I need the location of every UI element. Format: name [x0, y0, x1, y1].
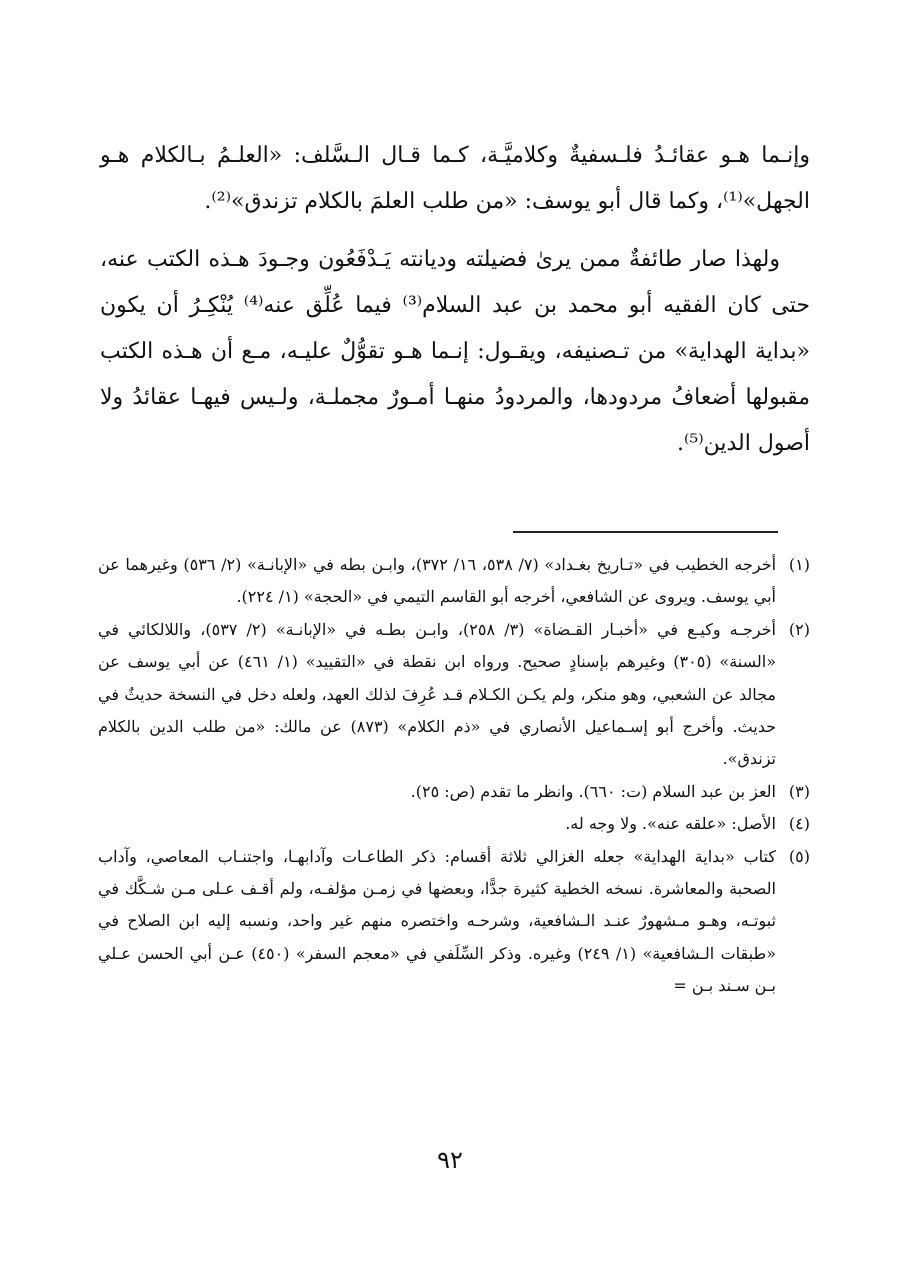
footnote-number: (١): [788, 555, 810, 574]
page-number: ٩٢: [437, 1146, 463, 1174]
footnote-2: [98, 614, 810, 776]
footnote-text: أخرجه الخطيب في «تـاريخ بغـداد» (٧/ ٥٣٨، ١٦/ ٣٧٢)، وابـن بطه في «الإبانـة» (٢/ ٥٣٦) وغيرهما عن أبي يوسف. ويروى عن الشافعي، أخرجه أبو القاسم التيمي في «الحجة» (١/ ٢٢٤).: [98, 555, 777, 607]
footnote-3: [98, 776, 810, 808]
footnote-text: كتاب «بداية الهداية» جعله الغزالي ثلاثة أقسام: ذكر الطاعـات وآدابهـا، واجتنـاب المعاصي، وآداب الصحبة والمعاشرة. نسخه الخطية كثيرة جدًّا، وبعضها في زمـن مؤلفـه، ولم أقـف عـلى مـن شـكَّك في ثبوتـه، وهـو مـشهورٌ عنـد الـشافعية، وشرحـه واختصره منهم غير واحد، ونسبه إليه ابن الصلاح في «طبقات الـشافعية» (١/ ٢٤٩) وغيره. وذكر السِّلَفي في «معجم السفر» (٤٥٠) عـن أبي الحسن عـلي بـن سـند بـن =: [98, 846, 776, 996]
footnote-number: (٤): [788, 814, 810, 834]
body-paragraph-1: وإنـما هـو عقائـدُ فلـسفيةٌ وكلاميَّـة، كـما قـال الـسَّلف: «العلـمُ بـالكلام هـو الجهل»⁽¹⁾، وكما قال أبو يوسف: «من طلب العلمَ بالكلام تزندق»⁽²⁾.: [100, 143, 810, 214]
footnote-text: أخرجـه وكيـع في «أخبـار القـضاة» (٣/ ٢٥٨)، وابـن بطـه في «الإبانـة» (٢/ ٥٣٧)، واللالكائي في «السنة» (٣٠٥) وغيرهم بإسنادٍ صحيح. ورواه ابن نقطة في «التقييد» (١/ ٤٦١) عن أبي يوسف عن مجالد عن الشعبي، وهو منكر، ولم يكـن الكـلام قـد عُرِفَ لذلك العهد، ولعله دخل في النسخة حديثٌ في حديث. وأخرج أبو إسـماعيل الأنصاري في «ذم الكلام» (٨٧٣) عن مالك: «من طلب الدين بالكلام تزندق».: [98, 619, 777, 769]
footnote-number: (٣): [788, 781, 810, 801]
footnote-number: (٢): [788, 619, 810, 639]
footnote-4: [98, 808, 810, 840]
footnotes: [98, 549, 810, 1003]
main-text: [100, 133, 810, 467]
footnote-separator: [513, 531, 778, 533]
footnote-text: العز بن عبد السلام (ت: ٦٦٠). وانظر ما تقدم (ص: ٢٥).: [410, 781, 776, 801]
footnote-number: (٥): [788, 846, 810, 866]
footnote-text: الأصل: «علقه عنه». ولا وجه له.: [565, 814, 776, 834]
footnote-5: [98, 841, 810, 1003]
footnote-1: [98, 549, 810, 614]
body-paragraph-2: ولهذا صار طائفةٌ ممن يرىٰ فضيلته وديانته يَـدْفَعُون وجـودَ هـذه الكتب عنه، حتى كان الفقيه أبو محمد بن عبد السلام⁽³⁾ فيما عُلِّق عنه⁽⁴⁾ يُنْكِـرُ أن يكون «بداية الهداية» من تـصنيفه، ويقـول: إنـما هـو تقوُّلٌ عليـه، مـع أن هـذه الكتب مقبولها أضعافُ مردودها، والمردودُ منهـا أمـورٌ مجملـة، ولـيس فيهـا عقائدُ ولا أصول الدين⁽⁵⁾.: [100, 247, 810, 456]
